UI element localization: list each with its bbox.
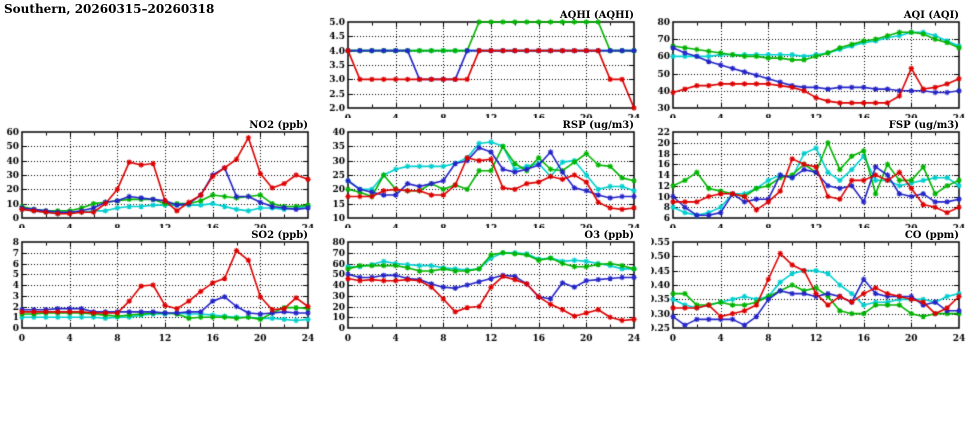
co-chart-title: CO (ppm)	[904, 230, 959, 241]
no2-chart-canvas	[0, 118, 320, 236]
aqi-chart-title: AQI (AQI)	[903, 10, 959, 21]
rsp-chart-title: RSP (ug/m3)	[562, 120, 634, 131]
co-chart-canvas	[651, 228, 971, 346]
so2-chart-canvas	[0, 228, 320, 346]
aqi-chart-canvas	[651, 8, 971, 126]
page-title: Southern, 20260315–20260318	[4, 2, 215, 16]
rsp-chart-canvas	[326, 118, 646, 236]
o3-chart-canvas	[326, 228, 646, 346]
fsp-chart-canvas	[651, 118, 971, 236]
no2-chart-title: NO2 (ppb)	[249, 120, 308, 131]
aqhi-chart-title: AQHI (AQHI)	[559, 10, 634, 21]
aqhi-chart-canvas	[326, 8, 646, 126]
so2-chart-title: SO2 (ppb)	[251, 230, 308, 241]
o3-chart-title: O3 (ppb)	[584, 230, 634, 241]
fsp-chart-title: FSP (ug/m3)	[888, 120, 959, 131]
